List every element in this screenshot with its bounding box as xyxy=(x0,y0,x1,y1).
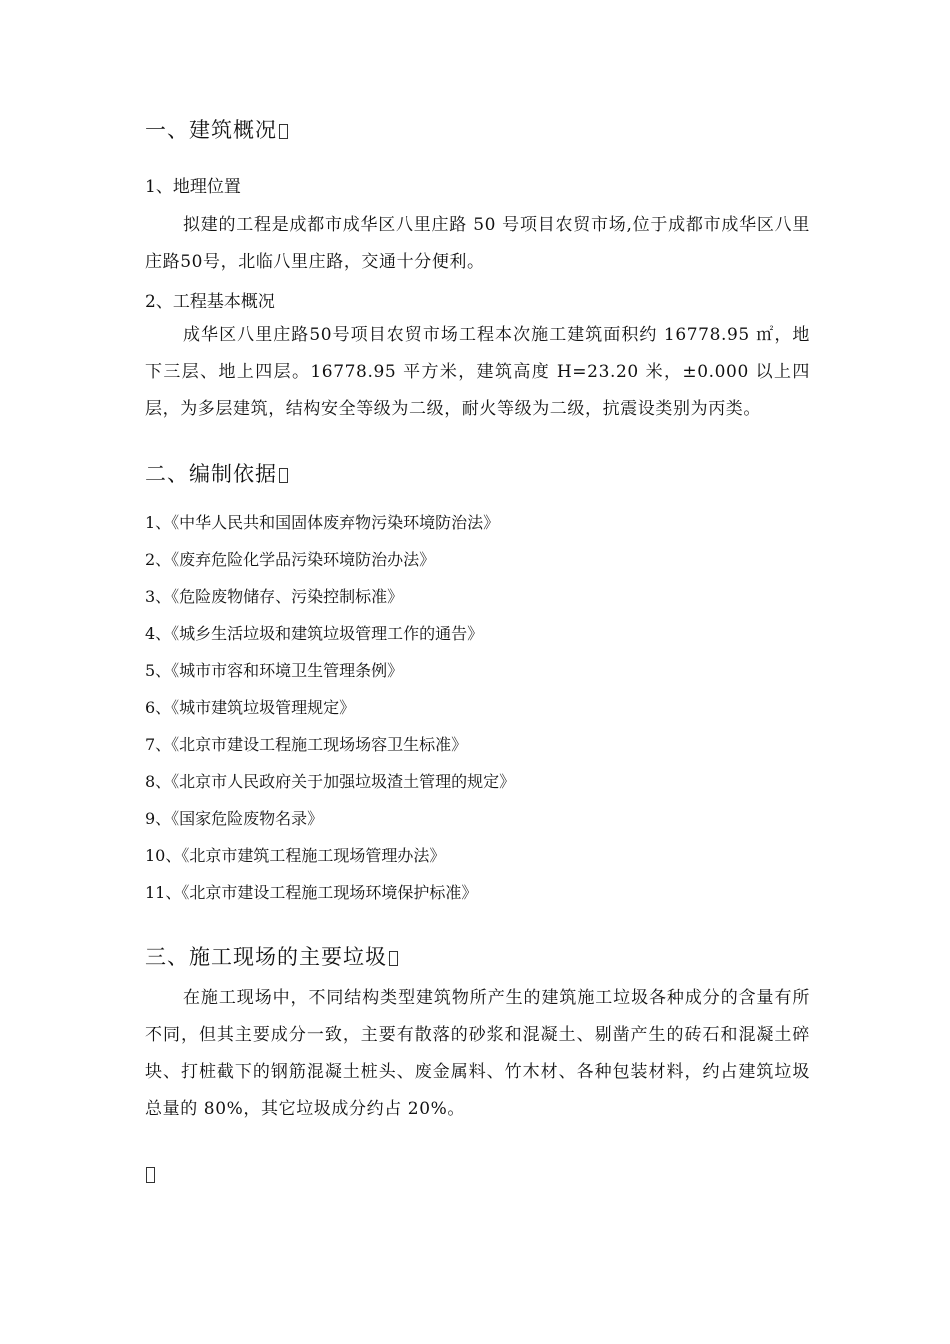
paragraph-mark-icon xyxy=(279,468,288,483)
subsection-overview-heading: 2、工程基本概况 xyxy=(145,292,275,312)
section-1-heading xyxy=(145,115,288,145)
paragraph-mark-icon xyxy=(146,1167,155,1183)
paragraph-mark-icon xyxy=(279,124,288,139)
reference-item: 6、《城市建筑垃圾管理规定》 xyxy=(145,698,356,717)
subsection-location-heading: 1、地理位置 xyxy=(145,177,241,197)
reference-item: 10、《北京市建筑工程施工现场管理办法》 xyxy=(145,846,446,865)
reference-item: 7、《北京市建设工程施工现场场容卫生标准》 xyxy=(145,735,468,754)
reference-item: 9、《国家危险废物名录》 xyxy=(145,809,324,828)
reference-item: 2、《废弃危险化学品污染环境防治办法》 xyxy=(145,550,436,569)
reference-item: 5、《城市市容和环境卫生管理条例》 xyxy=(145,661,404,680)
section-3-heading xyxy=(145,942,398,972)
reference-item: 1、《中华人民共和国固体废弃物污染环境防治法》 xyxy=(145,513,500,532)
reference-list xyxy=(145,504,515,911)
reference-item: 8、《北京市人民政府关于加强垃圾渣土管理的规定》 xyxy=(145,772,516,791)
section-1-title: 一、建筑概况 xyxy=(145,118,277,142)
section-3-title: 三、施工现场的主要垃圾 xyxy=(145,945,387,969)
location-paragraph: 拟建的工程是成都市成华区八里庄路 50 号项目农贸市场,位于成都市成华区八里庄路50号，北临八里庄路，交通十分便利。 xyxy=(145,215,810,272)
reference-item: 11、《北京市建设工程施工现场环境保护标准》 xyxy=(145,883,478,902)
paragraph-mark-icon xyxy=(389,951,398,966)
section-2-heading xyxy=(145,459,288,489)
section-2-title: 二、编制依据 xyxy=(145,462,277,486)
reference-item: 4、《城乡生活垃圾和建筑垃圾管理工作的通告》 xyxy=(145,624,484,643)
reference-item: 3、《危险废物储存、污染控制标准》 xyxy=(145,587,404,606)
overview-paragraph: 成华区八里庄路50号项目农贸市场工程本次施工建筑面积约 16778.95 ㎡，地下三层、地上四层。16778.95 平方米，建筑高度 H=23.20 米，±0.000 以上四层，为多层建筑，结构安全等级为二级，耐火等级为二级，抗震设类别为丙类。 xyxy=(145,325,810,419)
waste-paragraph: 在施工现场中，不同结构类型建筑物所产生的建筑施工垃圾各种成分的含量有所不同，但其主要成分一致，主要有散落的砂浆和混凝土、剔凿产生的砖石和混凝土碎块、打桩截下的钢筋混凝土桩头、废金属料、竹木材、各种包装材料，约占建筑垃圾总量的 80%，其它垃圾成分约占 20%。 xyxy=(145,988,810,1119)
